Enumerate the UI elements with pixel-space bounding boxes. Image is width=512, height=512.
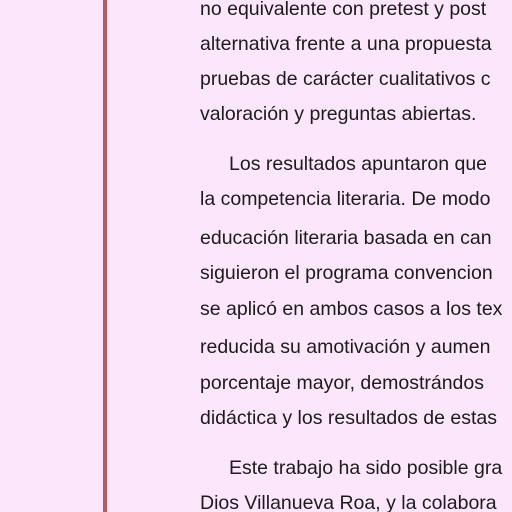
text-line: Los resultados apuntaron que (229, 153, 488, 175)
text-line: didáctica y los resultados de estas (200, 407, 497, 429)
page-margin (0, 0, 104, 512)
text-line: Este trabajo ha sido posible gra (229, 457, 503, 479)
text-line: educación literaria basada en can (200, 227, 492, 249)
text-line: se aplicó en ambos casos a los tex (200, 298, 503, 320)
text-line: la competencia literaria. De modo (200, 188, 491, 210)
text-line: reducida su amotivación y aumen (200, 336, 491, 358)
text-line: no equivalente con pretest y post (200, 0, 487, 20)
text-line: alternativa frente a una propuesta (200, 33, 492, 55)
text-line: siguieron el programa convencion (200, 262, 493, 284)
text-line: porcentaje mayor, demostrándos (200, 372, 484, 394)
text-line: Dios Villanueva Roa, y la colabora (200, 492, 497, 512)
document-body (200, 0, 512, 512)
text-line: pruebas de carácter cualitativos c (200, 68, 491, 90)
margin-rule (103, 0, 107, 512)
text-line: valoración y preguntas abiertas. (200, 103, 477, 125)
